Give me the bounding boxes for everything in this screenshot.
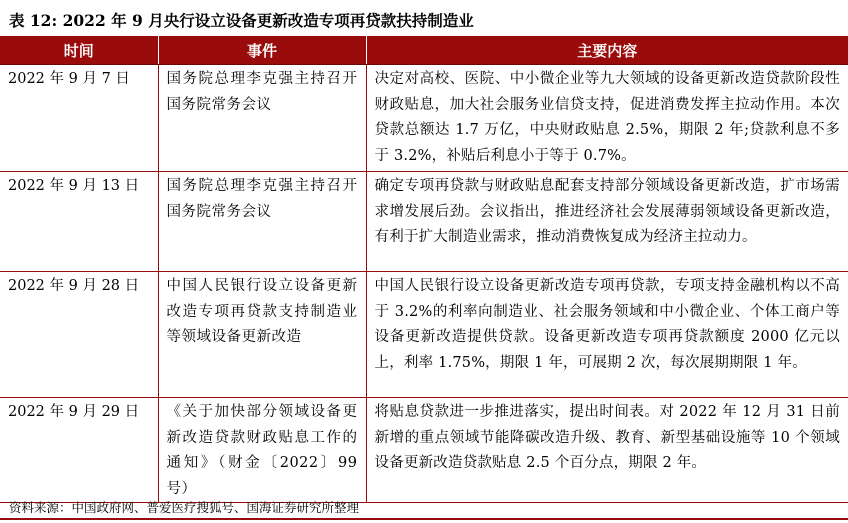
row-time: 2022 年 9 月 7 日	[0, 65, 158, 172]
table-row	[0, 65, 848, 172]
bottom-divider	[0, 518, 848, 520]
row-content: 决定对高校、医院、中小微企业等九大领域的设备更新改造贷款阶段性财政贴息，加大社会服务业信贷支持，促进消费发挥主拉动作用。本次贷款总额达 1.7 万亿，中央财政贴息 2.5%，期限 2 年;贷款利息不多于 3.2%，补贴后利息小于等于 0.7%。	[366, 65, 848, 172]
table-row	[0, 172, 848, 272]
table-header-row	[0, 36, 848, 65]
column-header-event: 事件	[158, 36, 366, 65]
source-note: 资料来源：中国政府网、普爱医疗搜狐号、国海证券研究所整理	[9, 500, 360, 515]
table-row	[0, 272, 848, 398]
row-event: 国务院总理李克强主持召开国务院常务会议	[158, 65, 366, 172]
row-content: 将贴息贷款进一步推进落实，提出时间表。对 2022 年 12 月 31 日前新增的重点领域节能降碳改造升级、教育、新型基础设施等 10 个领域设备更新改造贷款贴息 2.5 个百分点，期限 2 年。	[366, 398, 848, 503]
table-row	[0, 398, 848, 503]
policy-table	[0, 36, 848, 503]
row-content: 确定专项再贷款与财政贴息配套支持部分领域设备更新改造，扩市场需求增发展后劲。会议指出，推进经济社会发展薄弱领域设备更新改造，有利于扩大制造业需求，推动消费恢复成为经济主拉动力。	[366, 172, 848, 272]
column-header-content: 主要内容	[366, 36, 848, 65]
column-header-time: 时间	[0, 36, 158, 65]
row-time: 2022 年 9 月 13 日	[0, 172, 158, 272]
table-title: 表 12: 2022 年 9 月央行设立设备更新改造专项再贷款扶持制造业	[9, 11, 474, 30]
row-event: 中国人民银行设立设备更新改造专项再贷款支持制造业等领域设备更新改造	[158, 272, 366, 398]
row-time: 2022 年 9 月 29 日	[0, 398, 158, 503]
row-content: 中国人民银行设立设备更新改造专项再贷款，专项支持金融机构以不高于 3.2%的利率向制造业、社会服务领域和中小微企业、个体工商户等设备更新改造提供贷款。设备更新改造专项再贷款额度 2000 亿元以上，利率 1.75%，期限 1 年，可展期 2 次，每次展期期限 1 年。	[366, 272, 848, 398]
row-event: 《关于加快部分领域设备更新改造贷款财政贴息工作的通知》（财金〔2022〕99 号）	[158, 398, 366, 503]
row-event: 国务院总理李克强主持召开国务院常务会议	[158, 172, 366, 272]
row-time: 2022 年 9 月 28 日	[0, 272, 158, 398]
